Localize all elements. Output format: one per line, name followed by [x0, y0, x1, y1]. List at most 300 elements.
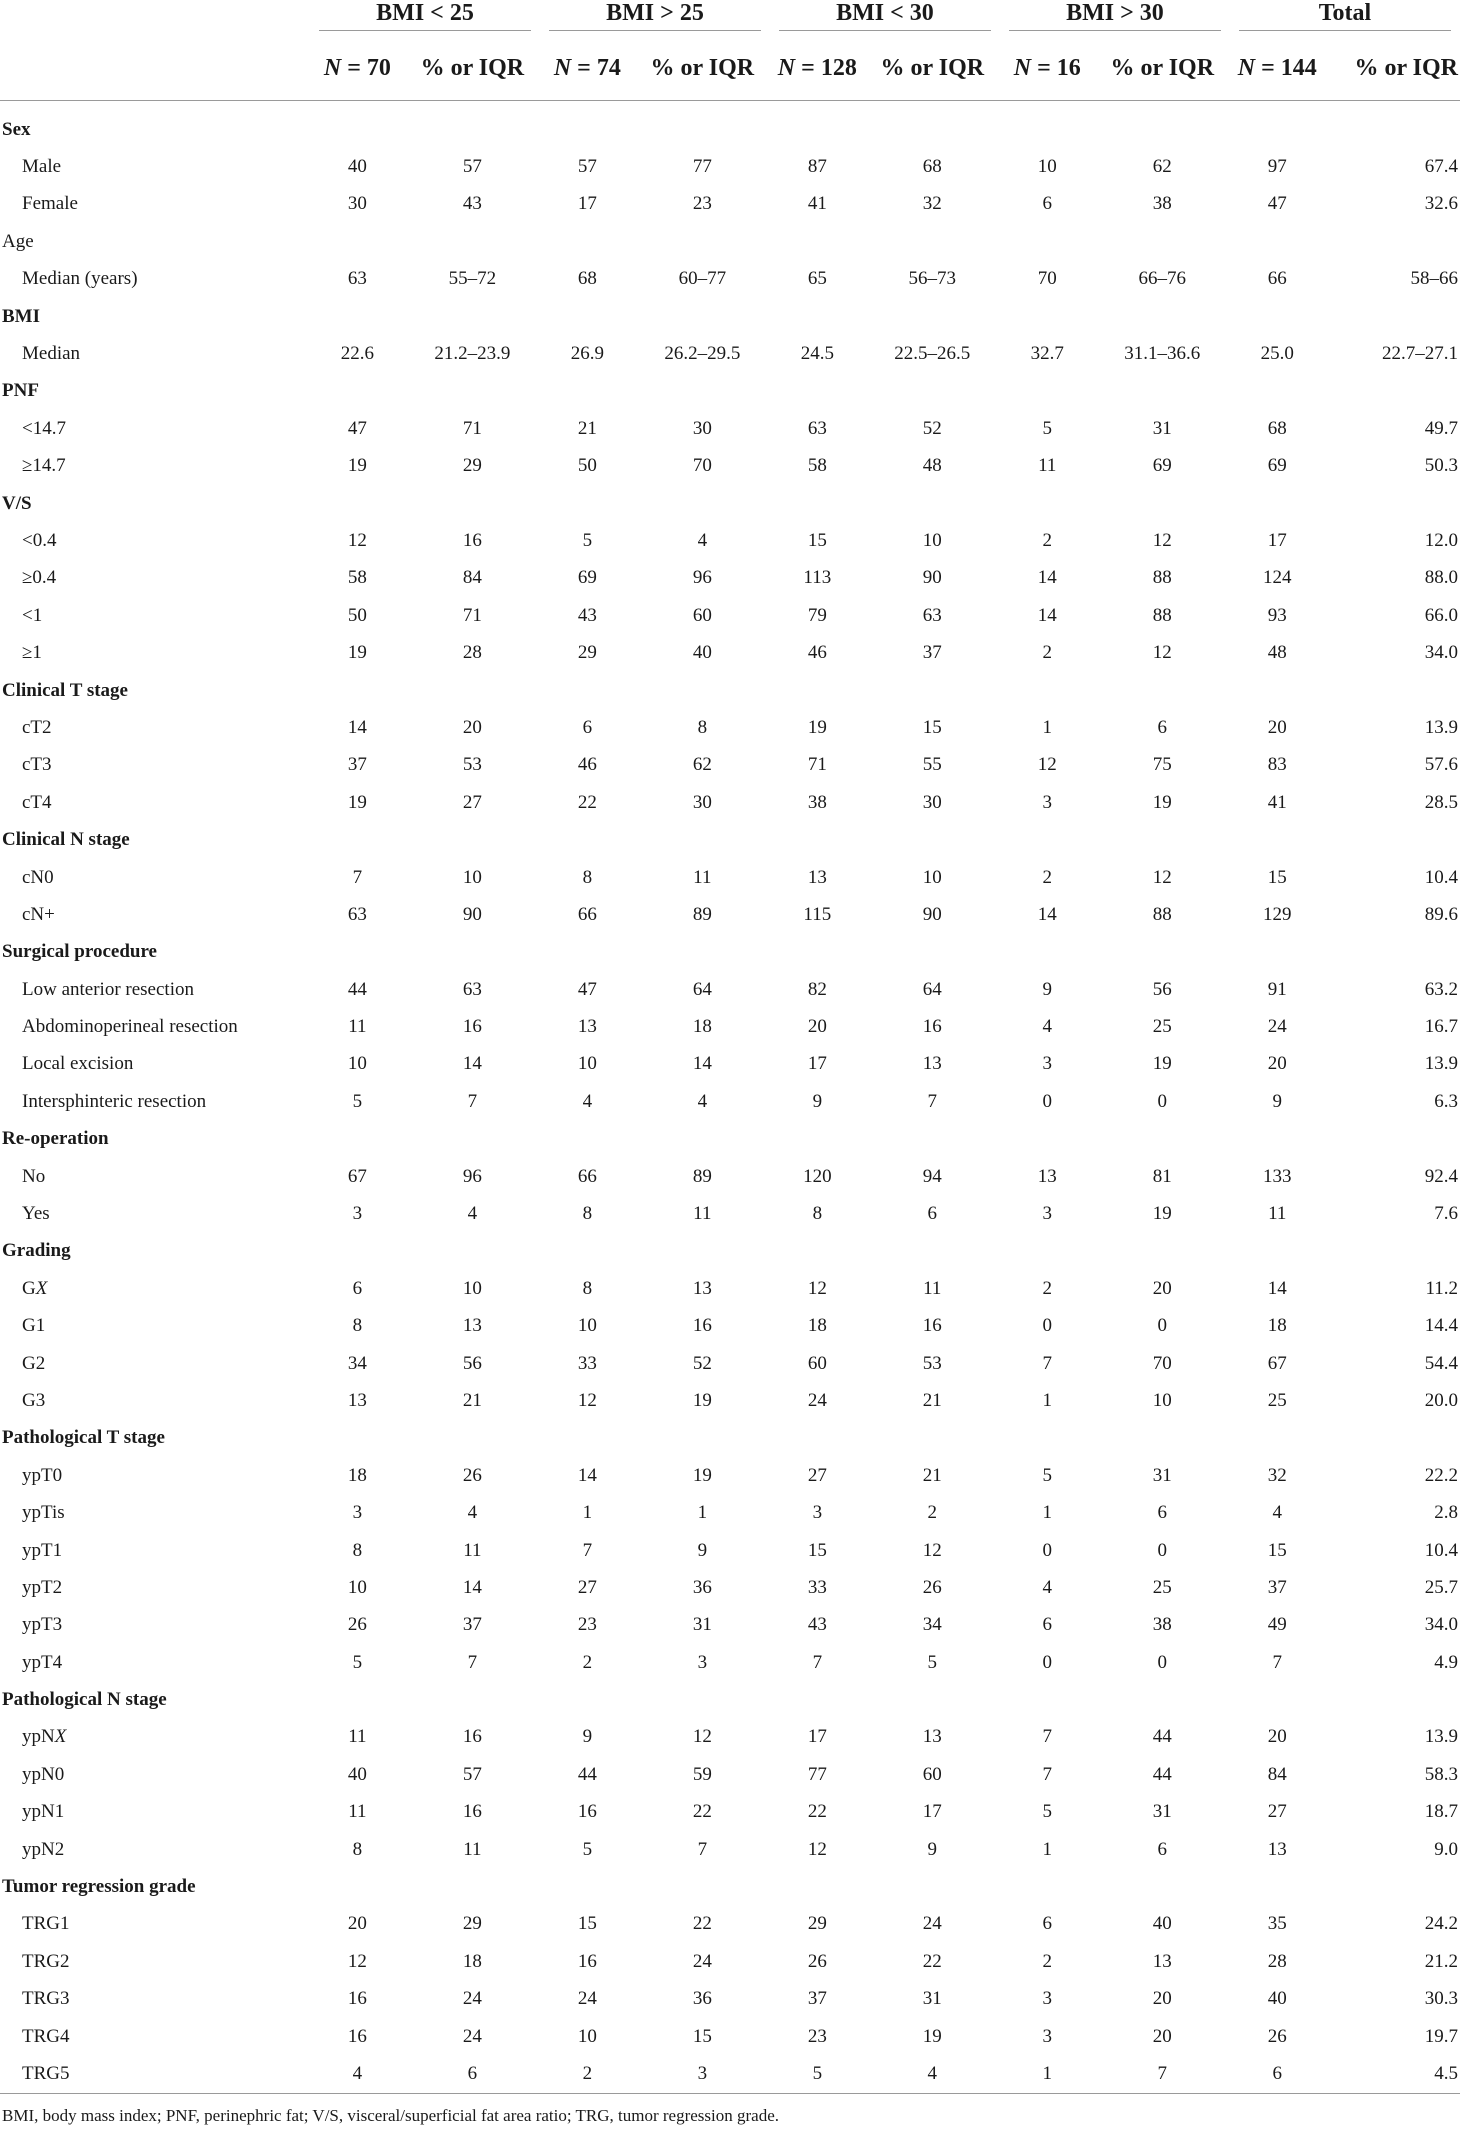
- row-label: G1: [22, 1315, 46, 1337]
- count-cell: 12: [807, 1838, 827, 1860]
- count-cell: 26: [347, 1614, 367, 1636]
- pct-cell: 0: [1157, 1315, 1168, 1337]
- group-header-label: BMI < 30: [779, 0, 991, 31]
- pct-cell: 56–73: [908, 268, 957, 290]
- count-cell: 47: [577, 978, 597, 1000]
- count-cell: 6: [1230, 2055, 1325, 2093]
- pct-cell: 13: [462, 1315, 482, 1337]
- count-cell: 11: [348, 1801, 367, 1823]
- table-row: [0, 1569, 1460, 1606]
- pct-cell: 19: [1152, 1053, 1172, 1075]
- count-cell: 66: [577, 1165, 597, 1187]
- count-cell: 6: [582, 716, 593, 738]
- count-cell: 60: [807, 1352, 827, 1374]
- pct-cell: 15: [692, 2025, 712, 2047]
- count-cell: 8: [582, 866, 593, 888]
- count-cell: 57: [577, 156, 597, 178]
- table-row: [0, 335, 1460, 372]
- pct-cell: 53: [922, 1352, 942, 1374]
- section-title: PNF: [2, 380, 39, 402]
- count-cell: 3: [352, 1203, 363, 1225]
- table-row: [0, 709, 1460, 746]
- table-row: [0, 1532, 1460, 1569]
- pct-cell: 20: [1152, 1988, 1172, 2010]
- n-count-value: = 16: [1037, 54, 1081, 81]
- row-label: ypT1: [22, 1539, 63, 1561]
- pct-cell: 50.3: [1424, 455, 1458, 477]
- table-row: [0, 896, 1460, 933]
- pct-cell: 21: [922, 1389, 942, 1411]
- table-row: [0, 522, 1460, 559]
- pct-cell: 10: [462, 1277, 482, 1299]
- count-cell: 91: [1267, 978, 1287, 1000]
- section-header-row: [0, 1233, 1460, 1270]
- row-label: ypT2: [22, 1576, 63, 1598]
- header-corner: [0, 0, 310, 36]
- pct-cell: 19: [922, 2025, 942, 2047]
- n-count-header: [1230, 36, 1325, 101]
- section-title: Age: [2, 230, 34, 252]
- table-row: [0, 2055, 1460, 2093]
- count-cell: 34: [347, 1352, 367, 1374]
- row-label: ≥14.7: [22, 455, 66, 477]
- row-label: No: [22, 1165, 46, 1187]
- pct-cell: 90: [922, 567, 942, 589]
- count-cell: 12: [1037, 754, 1057, 776]
- pct-cell: 57: [462, 156, 482, 178]
- count-cell: 27: [577, 1576, 597, 1598]
- count-cell: 2: [1042, 1277, 1053, 1299]
- n-count-header: [540, 36, 635, 101]
- table-row: [0, 1158, 1460, 1195]
- count-cell: 48: [1267, 642, 1287, 664]
- count-cell: 12: [807, 1277, 827, 1299]
- row-label: ypN2: [22, 1838, 65, 1860]
- count-cell: 113: [803, 567, 832, 589]
- pct-cell: 10.4: [1424, 866, 1458, 888]
- header-corner-sub: [0, 36, 310, 101]
- pct-cell: 34: [922, 1614, 942, 1636]
- count-cell: 16: [347, 1988, 367, 2010]
- count-cell: 71: [807, 754, 827, 776]
- table-row: [0, 1382, 1460, 1419]
- pct-cell: 34.0: [1424, 1614, 1458, 1636]
- group-header: [310, 0, 540, 36]
- count-cell: 12: [347, 529, 367, 551]
- count-cell: 4: [1042, 1576, 1053, 1598]
- row-label: ypNX: [22, 1726, 67, 1748]
- pct-cell: 10: [922, 866, 942, 888]
- count-cell: 8: [352, 1539, 363, 1561]
- pct-cell: 6: [1157, 716, 1168, 738]
- pct-iqr-header: % or IQR: [1095, 36, 1230, 101]
- count-cell: 14: [1037, 604, 1057, 626]
- count-cell: 18: [1267, 1315, 1287, 1337]
- pct-cell: 63: [922, 604, 942, 626]
- pct-cell: 44: [1152, 1763, 1172, 1785]
- pct-cell: 64: [692, 978, 712, 1000]
- row-label: ypN1: [22, 1801, 65, 1823]
- row-label: cN+: [22, 903, 55, 925]
- pct-cell: 29: [462, 455, 482, 477]
- group-header-label: BMI > 30: [1009, 0, 1221, 31]
- row-label: TRG3: [22, 1988, 70, 2010]
- section-header-row: [0, 1868, 1460, 1905]
- count-cell: 15: [1267, 866, 1287, 888]
- pct-cell: 89: [692, 903, 712, 925]
- pct-cell: 11.2: [1425, 1277, 1458, 1299]
- row-label: cN0: [22, 866, 54, 888]
- count-cell: 1: [1042, 1502, 1053, 1524]
- count-cell: 29: [577, 642, 597, 664]
- count-cell: 37: [807, 1988, 827, 2010]
- count-cell: 30: [347, 193, 367, 215]
- pct-cell: 4: [697, 529, 708, 551]
- pct-cell: 40: [692, 642, 712, 664]
- n-symbol: N: [777, 54, 796, 81]
- pct-cell: 10.4: [1424, 1539, 1458, 1561]
- section-header-row: [0, 111, 1460, 148]
- pct-cell: 10: [922, 529, 942, 551]
- count-cell: 3: [1042, 1053, 1053, 1075]
- count-cell: 69: [1267, 455, 1287, 477]
- pct-cell: 58.3: [1424, 1763, 1458, 1785]
- pct-cell: 63: [462, 978, 482, 1000]
- count-cell: 5: [1042, 1464, 1053, 1486]
- table-row: [0, 1195, 1460, 1232]
- count-cell: 32.7: [1030, 343, 1064, 365]
- pct-cell: 36: [692, 1576, 712, 1598]
- count-cell: 17: [1267, 529, 1287, 551]
- count-cell: 6: [1042, 1913, 1053, 1935]
- pct-cell: 92.4: [1424, 1165, 1458, 1187]
- pct-cell: 37: [922, 642, 942, 664]
- section-title: Tumor regression grade: [2, 1876, 196, 1898]
- table-row: [0, 410, 1460, 447]
- pct-cell: 89: [692, 1165, 712, 1187]
- row-label: <14.7: [22, 417, 66, 439]
- count-cell: 9: [1272, 1090, 1282, 1112]
- pct-cell: 88: [1152, 903, 1172, 925]
- group-header-label: BMI < 25: [319, 0, 531, 31]
- pct-cell: 23: [692, 193, 712, 215]
- pct-cell: 49.7: [1424, 417, 1458, 439]
- section-header-row: [0, 298, 1460, 335]
- count-cell: 43: [577, 604, 597, 626]
- count-cell: 21: [577, 417, 597, 439]
- pct-cell: 32: [922, 193, 942, 215]
- count-cell: 0: [1042, 1651, 1053, 1673]
- count-cell: 67: [1267, 1352, 1287, 1374]
- count-cell: 26: [807, 1950, 827, 1972]
- pct-cell: 88: [1152, 567, 1172, 589]
- row-label: Median (years): [22, 268, 138, 290]
- pct-cell: 11: [693, 1203, 712, 1225]
- pct-cell: 38: [1152, 1614, 1172, 1636]
- row-label: Low anterior resection: [22, 978, 194, 1000]
- n-count-header: [770, 36, 865, 101]
- pct-cell: 14: [462, 1053, 482, 1075]
- count-cell: 1: [582, 1502, 593, 1524]
- pct-cell: 44: [1152, 1726, 1172, 1748]
- pct-cell: 60: [922, 1763, 942, 1785]
- count-cell: 5: [770, 2055, 865, 2093]
- count-cell: 16: [347, 2025, 367, 2047]
- count-cell: 19: [807, 716, 827, 738]
- pct-cell: 13: [692, 1277, 712, 1299]
- count-cell: 6: [352, 1277, 363, 1299]
- pct-cell: 26.2–29.5: [664, 343, 741, 365]
- pct-cell: 13: [1152, 1950, 1172, 1972]
- count-cell: 25: [1267, 1389, 1287, 1411]
- count-cell: 13: [347, 1389, 367, 1411]
- count-cell: 5: [1042, 1801, 1053, 1823]
- pct-cell: 66–76: [1138, 268, 1187, 290]
- n-count-value: = 144: [1261, 54, 1317, 81]
- pct-cell: 22: [692, 1913, 712, 1935]
- pct-cell: 48: [922, 455, 942, 477]
- pct-cell: 22.7–27.1: [1382, 343, 1458, 365]
- pct-cell: 25.7: [1424, 1576, 1458, 1598]
- pct-cell: 12: [692, 1726, 712, 1748]
- section-title: Clinical N stage: [2, 829, 130, 851]
- count-cell: 3: [1042, 1988, 1053, 2010]
- pct-cell: 16: [692, 1315, 712, 1337]
- pct-cell: 31.1–36.6: [1124, 343, 1201, 365]
- table-row: [0, 597, 1460, 634]
- pct-cell: 7.6: [1434, 1203, 1458, 1225]
- table-row: [0, 1981, 1460, 2018]
- count-cell: 14: [347, 716, 367, 738]
- count-cell: 17: [807, 1053, 827, 1075]
- count-cell: 58: [807, 455, 827, 477]
- pct-cell: 67.4: [1424, 156, 1458, 178]
- row-label: Male: [22, 156, 62, 178]
- count-cell: 24: [807, 1389, 827, 1411]
- pct-cell: 31: [1152, 1801, 1172, 1823]
- pct-iqr-header: % or IQR: [1325, 36, 1460, 101]
- pct-cell: 37: [462, 1614, 482, 1636]
- pct-cell: 75: [1152, 754, 1172, 776]
- pct-cell: 15: [922, 716, 942, 738]
- pct-cell: 14: [462, 1576, 482, 1598]
- count-cell: 67: [347, 1165, 367, 1187]
- count-cell: 24: [1267, 1016, 1287, 1038]
- count-cell: 10: [577, 1053, 597, 1075]
- n-count-value: = 128: [801, 54, 857, 81]
- group-header-label: Total: [1239, 0, 1451, 31]
- section-header-row: [0, 1121, 1460, 1158]
- pct-cell: 24.2: [1424, 1913, 1458, 1935]
- count-cell: 124: [1263, 567, 1292, 589]
- count-cell: 5: [1042, 417, 1053, 439]
- table-row: [0, 1046, 1460, 1083]
- pct-cell: 18: [692, 1016, 712, 1038]
- count-cell: 26.9: [570, 343, 604, 365]
- table-row: [0, 186, 1460, 223]
- pct-cell: 13.9: [1424, 716, 1458, 738]
- count-cell: 65: [807, 268, 827, 290]
- count-cell: 66: [1267, 268, 1287, 290]
- count-cell: 87: [807, 156, 827, 178]
- table-row: [0, 560, 1460, 597]
- section-title: Grading: [2, 1240, 71, 1262]
- pct-cell: 0: [1157, 1539, 1168, 1561]
- count-cell: 15: [577, 1913, 597, 1935]
- section-header-row: [0, 1681, 1460, 1718]
- count-cell: 13: [1267, 1838, 1287, 1860]
- n-count-header: [1000, 36, 1095, 101]
- count-cell: 10: [577, 1315, 597, 1337]
- count-cell: 27: [807, 1464, 827, 1486]
- count-cell: 8: [582, 1203, 593, 1225]
- table-row: [0, 2018, 1460, 2055]
- pct-cell: 88.0: [1424, 567, 1458, 589]
- pct-cell: 57.6: [1424, 754, 1458, 776]
- pct-cell: 29: [462, 1913, 482, 1935]
- pct-cell: 21: [462, 1389, 482, 1411]
- count-cell: 22: [577, 791, 597, 813]
- pct-cell: 26: [462, 1464, 482, 1486]
- count-cell: 7: [1042, 1352, 1053, 1374]
- table-body: [0, 101, 1460, 2094]
- pct-cell: 9: [697, 1539, 708, 1561]
- pct-cell: 77: [692, 156, 712, 178]
- pct-cell: 6: [405, 2055, 540, 2093]
- pct-iqr-header: % or IQR: [865, 36, 1000, 101]
- count-cell: 24: [577, 1988, 597, 2010]
- count-cell: 47: [1267, 193, 1287, 215]
- table-row: [0, 1906, 1460, 1943]
- pct-cell: 40: [1152, 1913, 1172, 1935]
- table-row: [0, 747, 1460, 784]
- pct-cell: 24: [922, 1913, 942, 1935]
- count-cell: 17: [577, 193, 597, 215]
- group-header: [540, 0, 770, 36]
- pct-cell: 70: [692, 455, 712, 477]
- n-count-header: [310, 36, 405, 101]
- section-header-row: [0, 672, 1460, 709]
- pct-cell: 31: [1152, 417, 1172, 439]
- pct-cell: 6: [927, 1203, 938, 1225]
- section-title: Sex: [2, 118, 31, 140]
- group-header-row: [0, 0, 1460, 36]
- pct-cell: 6: [1157, 1838, 1168, 1860]
- count-cell: 115: [803, 903, 832, 925]
- pct-cell: 4: [467, 1502, 478, 1524]
- pct-cell: 10: [1152, 1389, 1172, 1411]
- count-cell: 7: [1272, 1651, 1282, 1673]
- pct-cell: 2.8: [1434, 1502, 1458, 1524]
- count-cell: 58: [347, 567, 367, 589]
- count-cell: 1: [1000, 2055, 1095, 2093]
- pct-cell: 13.9: [1424, 1726, 1458, 1748]
- pct-cell: 4.5: [1325, 2055, 1460, 2093]
- count-cell: 0: [1042, 1315, 1053, 1337]
- count-cell: 4: [1272, 1502, 1282, 1524]
- count-cell: 20: [1267, 1726, 1287, 1748]
- count-cell: 33: [807, 1576, 827, 1598]
- row-label: Yes: [22, 1203, 50, 1225]
- row-label: <1: [22, 604, 43, 626]
- count-cell: 5: [582, 529, 593, 551]
- pct-cell: 11: [463, 1838, 482, 1860]
- pct-cell: 71: [462, 417, 482, 439]
- count-cell: 16: [577, 1950, 597, 1972]
- pct-cell: 94: [922, 1165, 942, 1187]
- row-label: cT4: [22, 791, 52, 813]
- pct-cell: 52: [692, 1352, 712, 1374]
- pct-cell: 55–72: [448, 268, 497, 290]
- count-cell: 44: [347, 978, 367, 1000]
- count-cell: 63: [347, 903, 367, 925]
- count-cell: 5: [582, 1838, 593, 1860]
- count-cell: 5: [352, 1651, 363, 1673]
- row-label: TRG1: [22, 1913, 70, 1935]
- pct-cell: 3: [697, 1651, 708, 1673]
- count-cell: 1: [1042, 1389, 1053, 1411]
- count-cell: 68: [577, 268, 597, 290]
- row-label: cT2: [22, 716, 52, 738]
- count-cell: 20: [1267, 1053, 1287, 1075]
- count-cell: 8: [352, 1838, 363, 1860]
- pct-cell: 31: [1152, 1464, 1172, 1486]
- count-cell: 12: [347, 1950, 367, 1972]
- spacer-row: [0, 101, 1460, 112]
- table-row: [0, 1457, 1460, 1494]
- pct-cell: 88: [1152, 604, 1172, 626]
- pct-cell: 18: [462, 1950, 482, 1972]
- count-cell: 83: [1267, 754, 1287, 776]
- count-cell: 70: [1037, 268, 1057, 290]
- row-label: ypTis: [22, 1502, 65, 1524]
- row-label: ypT3: [22, 1614, 63, 1636]
- count-cell: 20: [807, 1016, 827, 1038]
- count-cell: 120: [803, 1165, 832, 1187]
- count-cell: 22.6: [340, 343, 374, 365]
- pct-cell: 16: [922, 1016, 942, 1038]
- count-cell: 3: [1042, 2025, 1053, 2047]
- pct-cell: 16: [462, 1726, 482, 1748]
- pct-cell: 24: [462, 2025, 482, 2047]
- count-cell: 50: [347, 604, 367, 626]
- count-cell: 11: [348, 1016, 367, 1038]
- pct-cell: 13.9: [1424, 1053, 1458, 1075]
- pct-cell: 7: [1095, 2055, 1230, 2093]
- count-cell: 28: [1267, 1950, 1287, 1972]
- pct-cell: 10: [462, 866, 482, 888]
- count-cell: 20: [347, 1913, 367, 1935]
- pct-cell: 21.2–23.9: [434, 343, 511, 365]
- pct-cell: 13: [922, 1726, 942, 1748]
- section-title: BMI: [2, 305, 40, 327]
- pct-cell: 96: [692, 567, 712, 589]
- row-label: Female: [22, 193, 78, 215]
- count-cell: 7: [1042, 1726, 1053, 1748]
- pct-cell: 7: [467, 1090, 478, 1112]
- count-cell: 25.0: [1260, 343, 1294, 365]
- pct-cell: 19: [692, 1389, 712, 1411]
- pct-cell: 20: [1152, 2025, 1172, 2047]
- count-cell: 19: [347, 791, 367, 813]
- count-cell: 17: [807, 1726, 827, 1748]
- count-cell: 97: [1267, 156, 1287, 178]
- pct-cell: 6.3: [1434, 1090, 1458, 1112]
- count-cell: 7: [1042, 1763, 1053, 1785]
- row-label: Abdominoperineal resection: [22, 1016, 238, 1038]
- pct-cell: 60: [692, 604, 712, 626]
- count-cell: 5: [352, 1090, 363, 1112]
